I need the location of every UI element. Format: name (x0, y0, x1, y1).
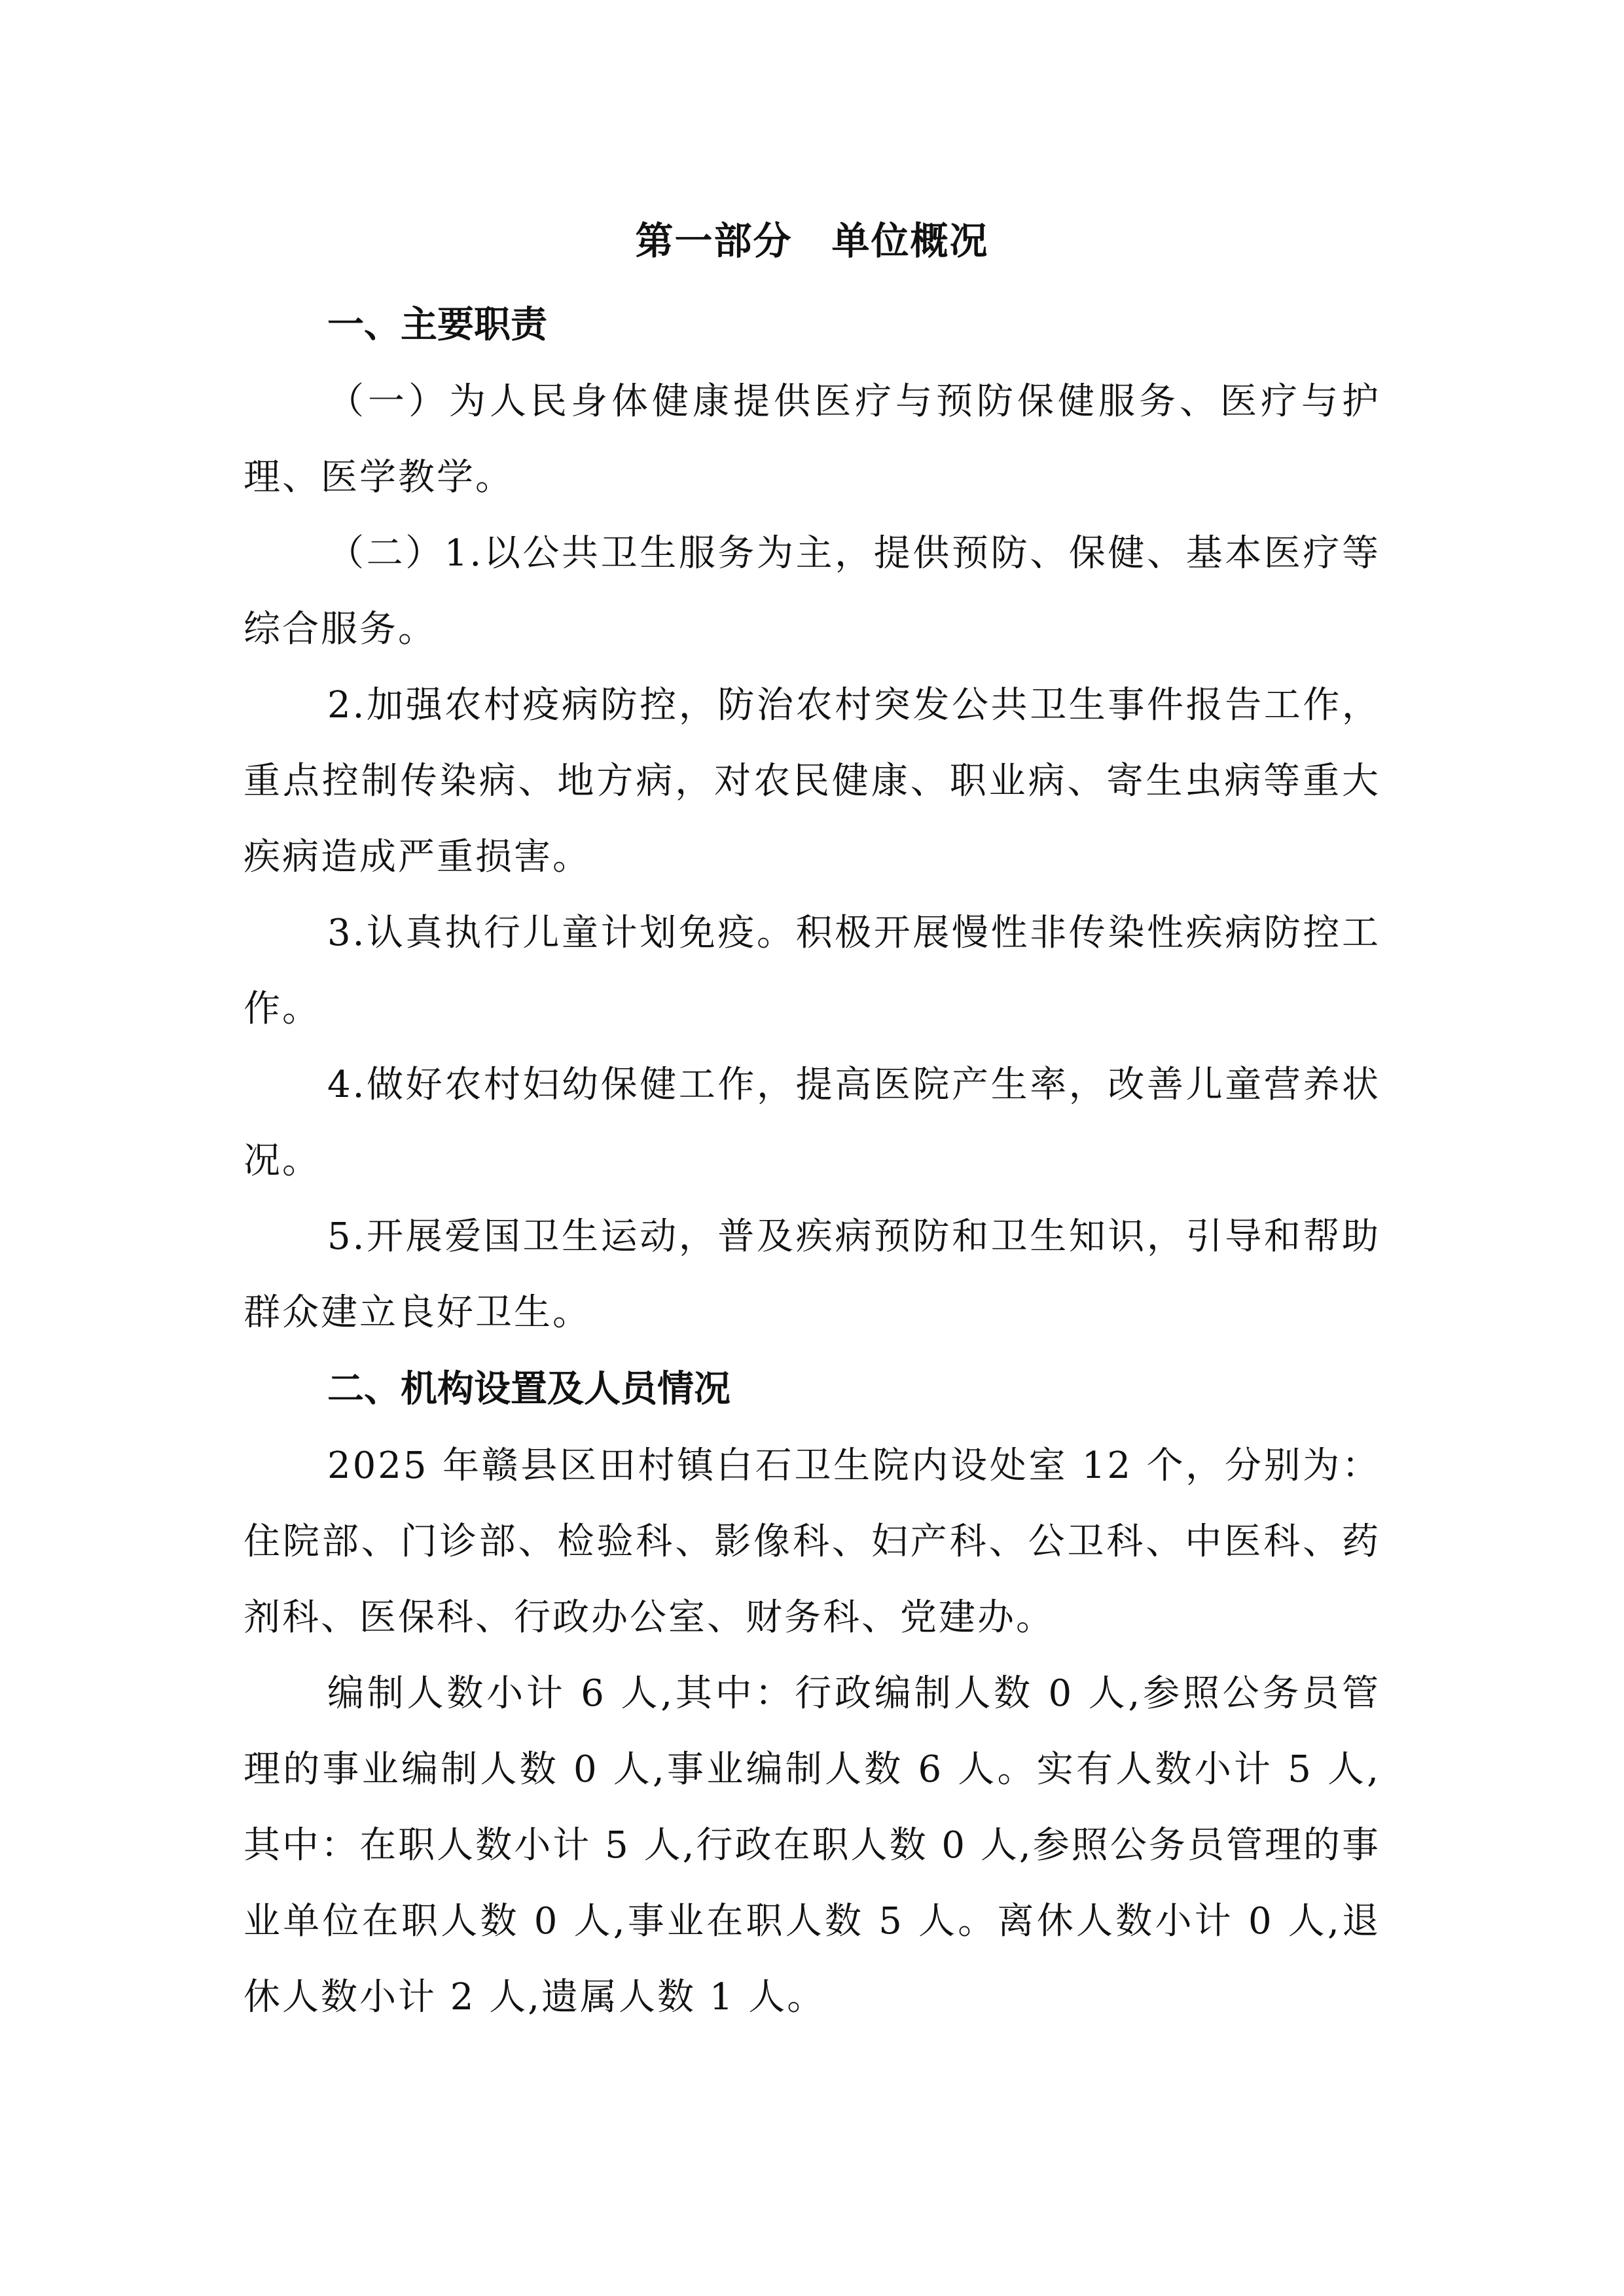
duty-paragraph: （一）为人民身体健康提供医疗与预防保健服务、医疗与护理、医学教学。 (244, 380, 1380, 499)
document-body (244, 208, 1380, 2036)
duty-paragraph: 2.加强农村疫病防控，防治农村突发公共卫生事件报告工作，重点控制传染病、地方病，对农民健康、职业病、寄生虫病等重大疾病造成严重损害。 (244, 684, 1380, 878)
section-heading: 二、机构设置及人员情况 (327, 1368, 731, 1410)
duty-paragraph: 4.做好农村妇幼保健工作，提高医院产生率，改善儿童营养状况。 (244, 1064, 1380, 1182)
page-title (244, 208, 1380, 274)
duty-paragraph: 3.认真执行儿童计划免疫。积极开展慢性非传染性疾病防控工作。 (244, 912, 1380, 1030)
duty-paragraph: （二）1.以公共卫生服务为主，提供预防、保健、基本医疗等综合服务。 (244, 532, 1380, 651)
title-part: 第一部分 (635, 219, 793, 263)
staffing-paragraph: 编制人数小计 6 人,其中：行政编制人数 0 人,参照公务员管理的事业编制人数 0 人,事业编制人数 6 人。实有人数小计 5 人,其中：在职人数小计 5 人,行政在职人数 0 人,参照公务员管理的事业单位在职人数 0 人,事业在职人数 5 人。离休人数小计 0 人,退休人数小计 2 人,遗属人数 1 人。 (244, 1672, 1380, 2018)
duty-paragraph: 5.开展爱国卫生运动，普及疾病预防和卫生知识，引导和帮助群众建立良好卫生。 (244, 1215, 1380, 1334)
section-main-duties (244, 287, 1380, 1351)
organization-paragraph: 2025 年赣县区田村镇白石卫生院内设处室 12 个，分别为：住院部、门诊部、检验科、影像科、妇产科、公卫科、中医科、药剂科、医保科、行政办公室、财务科、党建办。 (244, 1444, 1380, 1639)
section-organization-staffing (244, 1351, 1380, 2036)
title-subject: 单位概况 (831, 219, 989, 263)
section-heading: 一、主要职责 (327, 304, 547, 346)
